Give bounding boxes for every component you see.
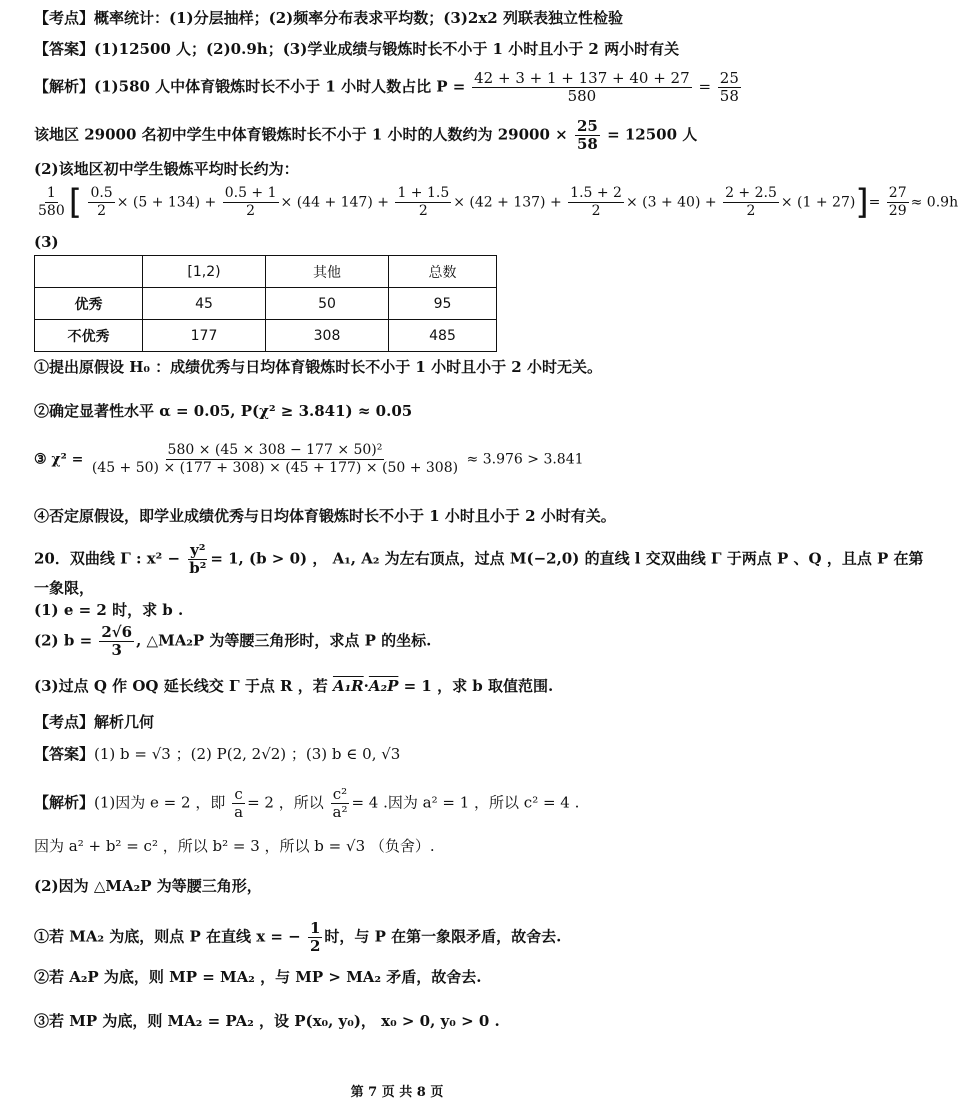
q20-sub1: (1) e = 2 时，求 b .	[34, 601, 184, 619]
q19-step3: ③ χ² = $\frac{\text{580 × (45 × 308 − 177 × 50)²}}{(45 + 50) \times (177 + 308) \times (45 + 177) \times (50 + 308)}$ ≈ 3.976 > 3.841	[34, 442, 584, 476]
q20-jiexi-4: ①若 MA₂ 为底，则点 P 在直线 x = − $\frac{1}{2}$ 时，与 P 在第一象限矛盾，故舍去.	[34, 919, 562, 955]
table-cell: [1,2)	[143, 256, 266, 288]
table-cell: 优秀	[35, 288, 143, 320]
table-cell: 其他	[266, 256, 389, 288]
q20-jiexi-3: (2)因为 △MA₂P 为等腰三角形，	[34, 877, 262, 895]
q20-stem-cont: 一象限，	[34, 579, 95, 597]
kaodian-text: 概率统计：(1)分层抽样；(2)频率分布表求平均数；(3)2x2 列联表独立性检验	[94, 9, 623, 27]
table-row	[35, 320, 497, 352]
page-footer: 第 7 页 共 8 页	[350, 1085, 444, 1100]
q20-jiexi-line: 【解析】(1)因为 e = 2 ，即 $\frac{c}{a}$ = 2 ，所以 $\frac{\text{c²}}{\text{a²}}$ = 4 .因为 a² = 1 ，所以 c² = 4 .	[34, 785, 580, 821]
q20-jiexi-5: ②若 A₂P 为底，则 MP = MA₂ ，与 MP > MA₂ 矛盾，故舍去.	[34, 968, 482, 986]
chi-square-fraction: $\frac{\text{580 × (45 × 308 − 177 × 50)²}}{(45 + 50) \times (177 + 308) \times (45 + 177) \times (50 + 308)}$	[91, 442, 459, 476]
table-cell: 不优秀	[35, 320, 143, 352]
contingency-table	[34, 255, 497, 352]
fraction-count: $\frac{42 + 3 + 1 + 137 + 40 + 27}{580}$	[474, 69, 690, 105]
q20-sub3: (3)过点 Q 作 OQ 延长线交 Γ 于点 R ，若 A₁R·A₂P = 1 ，求 b 取值范围.	[34, 677, 554, 695]
q19-step4: ④否定原假设，即学业成绩优秀与日均体育锻炼时长不小于 1 小时且小于 2 小时有关。	[34, 507, 616, 525]
kaodian-tag: 【考点】	[34, 9, 95, 27]
q19-part2-intro: (2)该地区初中学生锻炼平均时长约为：	[34, 160, 299, 178]
fraction-ratio-2: $\frac{25}{58}$	[576, 117, 598, 153]
table-cell: 45	[143, 288, 266, 320]
table-header-row	[35, 256, 497, 288]
daan-text: (1)12500 人；(2)0.9h；(3)学业成绩与锻炼时长不小于 1 小时且小于 2 两小时有关	[94, 40, 680, 58]
fraction-ratio: $\frac{25}{58}$	[719, 69, 739, 105]
table-cell: 50	[266, 288, 389, 320]
q20-stem: 20．双曲线 Γ : x² − $\frac{\text{y²}}{\text{b²}}$ = 1, (b > 0) ， A₁, A₂ 为左右顶点，过点 M(−2,0) 的直线 l 交双曲线 Γ 于两点 P 、Q ，且点 P 在第	[34, 541, 924, 577]
jiexi-tag: 【解析】	[34, 77, 95, 96]
q19-line2: 该地区 29000 名初中学生中体育锻炼时长不小于 1 小时的人数约为 29000 × $\frac{25}{58}$ = 12500 人	[34, 117, 698, 153]
q19-jiexi-line: 【解析】(1)580 人中体育锻炼时长不小于 1 小时人数占比 P = $\frac{42 + 3 + 1 + 137 + 40 + 27}{580}$ = $\frac{25}{58}$	[34, 69, 739, 105]
q20-daan-line: 【答案】(1) b = √3 ；(2) P(2, 2√2) ；(3) b ∈ 0, √3	[34, 745, 401, 763]
q19-part3-label: (3)	[34, 233, 59, 251]
table-cell	[35, 256, 143, 288]
q20-jiexi-6: ③若 MP 为底，则 MA₂ = PA₂ ，设 P(x₀, y₀)， x₀ > 0, y₀ > 0 .	[34, 1012, 500, 1030]
table-cell: 308	[266, 320, 389, 352]
q19-step1: ①提出原假设 H₀ ：成绩优秀与日均体育锻炼时长不小于 1 小时且小于 2 小时无关。	[34, 358, 602, 376]
q19-daan-line	[34, 39, 679, 59]
table-cell: 95	[389, 288, 497, 320]
q20-sub2: (2) b = $\frac{2√6}{3}$ , △MA₂P 为等腰三角形时，求点 P 的坐标.	[34, 623, 432, 659]
q20-kaodian-line: 【考点】解析几何	[34, 713, 155, 731]
daan-tag: 【答案】	[34, 40, 95, 58]
table-cell: 485	[389, 320, 497, 352]
table-cell: 177	[143, 320, 266, 352]
q19-average-formula: $\frac{1}{580}$ [ $\frac{0.5}{2}$ × (5 + 134) + $\frac{0.5 + 1}{2}$ × (44 + 147) + $\frac{1 + 1.5}{2}$ × (42 + 137) + $\frac{1.5 + 2}{2}$ × (3 + 40) + $\frac{2 + 2.5}{2}$ × (1 + 27)]= $\frac{27}{29}$ ≈ 0.9h	[38, 182, 958, 223]
q19-step2: ②确定显著性水平 α = 0.05, P(χ² ≥ 3.841) ≈ 0.05	[34, 402, 413, 420]
table-cell: 总数	[389, 256, 497, 288]
q19-kaodian-line	[34, 8, 623, 28]
table-row	[35, 288, 497, 320]
jiexi1-text: (1)580 人中体育锻炼时长不小于 1 小时人数占比 P =	[94, 77, 466, 96]
q20-jiexi-2: 因为 a² + b² = c² ，所以 b² = 3 ，所以 b = √3 （负舍）.	[34, 837, 435, 855]
